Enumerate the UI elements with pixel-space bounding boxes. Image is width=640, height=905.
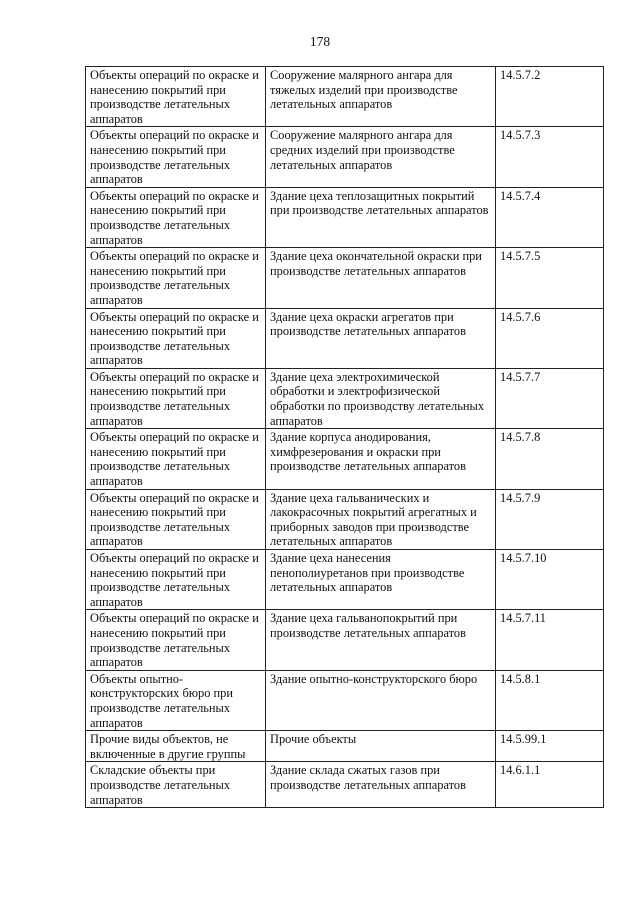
table-row <box>86 429 604 489</box>
code-cell: 14.5.7.11 <box>496 610 604 670</box>
table-row <box>86 550 604 610</box>
table-body <box>86 67 604 808</box>
category-cell: Объекты операций по окраске и нанесению покрытий при производстве летательных аппаратов <box>86 610 266 670</box>
document-table <box>85 66 604 808</box>
table-row <box>86 731 604 762</box>
code-cell: 14.5.7.7 <box>496 368 604 428</box>
object-cell: Здание корпуса анодирования, химфрезерования и окраски при производстве летательных аппаратов <box>266 429 496 489</box>
object-cell: Здание склада сжатых газов при производстве летательных аппаратов <box>266 762 496 808</box>
object-cell: Здание цеха гальванических и лакокрасочных покрытий агрегатных и приборных заводов при производстве летательных аппаратов <box>266 489 496 549</box>
table-row <box>86 670 604 730</box>
object-cell: Здание цеха электрохимической обработки и электрофизической обработки по производству летательных аппаратов <box>266 368 496 428</box>
code-cell: 14.5.99.1 <box>496 731 604 762</box>
code-cell: 14.5.7.9 <box>496 489 604 549</box>
category-cell: Складские объекты при производстве летательных аппаратов <box>86 762 266 808</box>
category-cell: Объекты опытно-конструкторских бюро при производстве летательных аппаратов <box>86 670 266 730</box>
table-row <box>86 308 604 368</box>
object-cell: Здание цеха теплозащитных покрытий при производстве летательных аппаратов <box>266 187 496 247</box>
object-cell: Здание цеха нанесения пенополиуретанов при производстве летательных аппаратов <box>266 550 496 610</box>
table-row <box>86 610 604 670</box>
code-cell: 14.5.7.3 <box>496 127 604 187</box>
category-cell: Объекты операций по окраске и нанесению покрытий при производстве летательных аппаратов <box>86 187 266 247</box>
page-number: 178 <box>309 34 331 49</box>
code-cell: 14.5.7.5 <box>496 248 604 308</box>
object-cell: Здание цеха окончательной окраски при производстве летательных аппаратов <box>266 248 496 308</box>
code-cell: 14.6.1.1 <box>496 762 604 808</box>
category-cell: Объекты операций по окраске и нанесению покрытий при производстве летательных аппаратов <box>86 368 266 428</box>
category-cell: Объекты операций по окраске и нанесению покрытий при производстве летательных аппаратов <box>86 67 266 127</box>
object-cell: Сооружение малярного ангара для тяжелых изделий при производстве летательных аппаратов <box>266 67 496 127</box>
table-row <box>86 762 604 808</box>
table-row <box>86 368 604 428</box>
code-cell: 14.5.7.10 <box>496 550 604 610</box>
category-cell: Объекты операций по окраске и нанесению покрытий при производстве летательных аппаратов <box>86 248 266 308</box>
object-cell: Здание цеха гальванопокрытий при производстве летательных аппаратов <box>266 610 496 670</box>
category-cell: Объекты операций по окраске и нанесению покрытий при производстве летательных аппаратов <box>86 127 266 187</box>
object-cell: Сооружение малярного ангара для средних изделий при производстве летательных аппаратов <box>266 127 496 187</box>
code-cell: 14.5.7.8 <box>496 429 604 489</box>
category-cell: Прочие виды объектов, не включенные в другие группы <box>86 731 266 762</box>
table-row <box>86 489 604 549</box>
code-cell: 14.5.8.1 <box>496 670 604 730</box>
code-cell: 14.5.7.2 <box>496 67 604 127</box>
code-cell: 14.5.7.4 <box>496 187 604 247</box>
table-row <box>86 248 604 308</box>
table-row <box>86 187 604 247</box>
object-cell: Прочие объекты <box>266 731 496 762</box>
category-cell: Объекты операций по окраске и нанесению покрытий при производстве летательных аппаратов <box>86 308 266 368</box>
object-cell: Здание опытно-конструкторского бюро <box>266 670 496 730</box>
table-row <box>86 67 604 127</box>
category-cell: Объекты операций по окраске и нанесению покрытий при производстве летательных аппаратов <box>86 429 266 489</box>
object-cell: Здание цеха окраски агрегатов при производстве летательных аппаратов <box>266 308 496 368</box>
table-row <box>86 127 604 187</box>
code-cell: 14.5.7.6 <box>496 308 604 368</box>
category-cell: Объекты операций по окраске и нанесению покрытий при производстве летательных аппаратов <box>86 489 266 549</box>
category-cell: Объекты операций по окраске и нанесению покрытий при производстве летательных аппаратов <box>86 550 266 610</box>
